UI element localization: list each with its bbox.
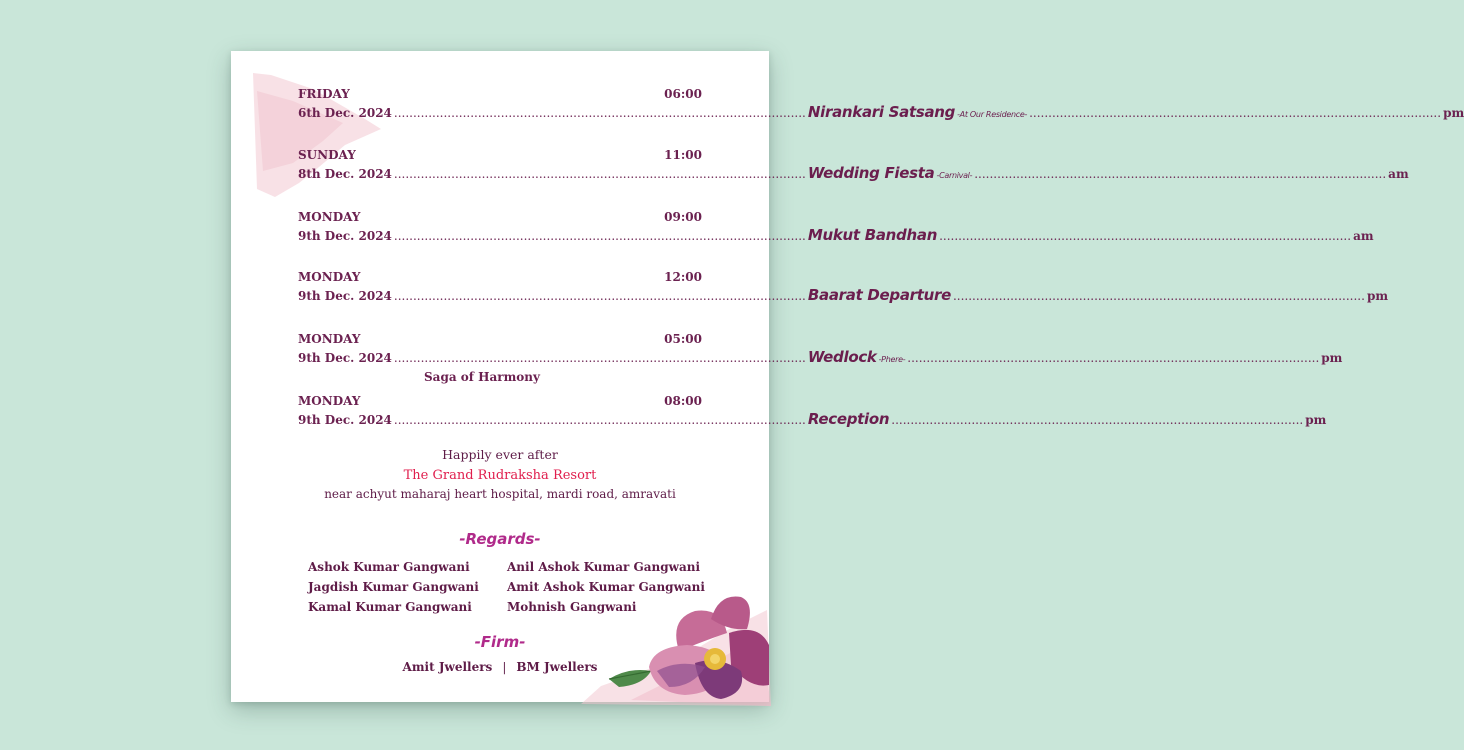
- dot-leader: ............................................................................................................: [1029, 106, 1442, 120]
- event-ampm: pm: [1366, 289, 1389, 303]
- regards-name: Amit Ashok Kumar Gangwani: [507, 580, 705, 594]
- dot-leader: ............................................................................................................: [952, 289, 1365, 303]
- event-row: [298, 270, 1389, 304]
- event-day: MONDAY: [298, 270, 361, 284]
- dot-leader: ............................................................................................................: [393, 167, 806, 181]
- event-row: [298, 148, 1409, 182]
- event-date: 8th Dec. 2024: [298, 167, 392, 181]
- tagline: Saga of Harmony: [424, 370, 540, 384]
- firm-name: Amit Jwellers: [402, 660, 493, 674]
- event-row: [298, 394, 1327, 428]
- event-date: 9th Dec. 2024: [298, 351, 392, 365]
- event-day: SUNDAY: [298, 148, 356, 162]
- dot-leader: ............................................................................................................: [393, 229, 806, 243]
- firm-names: [231, 660, 769, 674]
- event-name: Reception: [807, 410, 890, 428]
- invitation-card: [231, 51, 1464, 702]
- dot-leader: ............................................................................................................: [891, 413, 1304, 427]
- event-name: Mukut Bandhan: [807, 226, 938, 244]
- event-ampm: pm: [1305, 413, 1327, 427]
- event-name: Baarat Departure: [807, 286, 951, 304]
- regards-name: Mohnish Gangwani: [507, 600, 637, 614]
- dot-leader: ............................................................................................................: [393, 351, 806, 365]
- regards-list-right: [507, 559, 705, 619]
- event-time: 09:00: [664, 210, 702, 224]
- event-date: 9th Dec. 2024: [298, 289, 392, 303]
- event-date: 9th Dec. 2024: [298, 413, 392, 427]
- happily-text: Happily ever after: [442, 447, 558, 462]
- dot-leader: ............................................................................................................: [393, 413, 806, 427]
- event-date: 9th Dec. 2024: [298, 229, 392, 243]
- firm-name: BM Jwellers: [516, 660, 598, 674]
- firm-separator: |: [502, 660, 507, 674]
- event-time: 05:00: [664, 332, 702, 346]
- dot-leader: ............................................................................................................: [907, 351, 1320, 365]
- event-ampm: am: [1388, 167, 1409, 181]
- event-day: MONDAY: [298, 394, 361, 408]
- event-row: [298, 87, 1464, 121]
- event-day: MONDAY: [298, 332, 361, 346]
- regards-heading: -Regards-: [459, 530, 541, 548]
- dot-leader: ............................................................................................................: [939, 229, 1352, 243]
- event-time: 11:00: [664, 148, 702, 162]
- event-name: Nirankari Satsang -At Our Residence-: [807, 103, 1028, 121]
- regards-name: Ashok Kumar Gangwani: [308, 560, 470, 574]
- event-subtitle: -Phere-: [878, 355, 906, 364]
- event-ampm: am: [1353, 229, 1374, 243]
- regards-name: Jagdish Kumar Gangwani: [308, 580, 479, 594]
- event-day: MONDAY: [298, 210, 361, 224]
- venue-address: near achyut maharaj heart hospital, mardi road, amravati: [324, 487, 676, 501]
- dot-leader: ............................................................................................................: [393, 289, 806, 303]
- event-time: 08:00: [664, 394, 702, 408]
- dot-leader: ............................................................................................................: [393, 106, 806, 120]
- event-row: [298, 332, 1343, 366]
- event-ampm: pm: [1443, 106, 1464, 120]
- event-name: Wedlock -Phere-: [807, 348, 906, 366]
- event-day: FRIDAY: [298, 87, 350, 101]
- event-time: 06:00: [664, 87, 702, 101]
- regards-name: Anil Ashok Kumar Gangwani: [507, 560, 701, 574]
- event-ampm: pm: [1321, 351, 1343, 365]
- event-name: Wedding Fiesta -Carnival-: [807, 164, 973, 182]
- event-row: [298, 210, 1374, 244]
- event-subtitle: -Carnival-: [936, 171, 973, 180]
- event-date: 6th Dec. 2024: [298, 106, 392, 120]
- event-time: 12:00: [664, 270, 702, 284]
- regards-list-left: [308, 559, 479, 619]
- firm-heading: -Firm-: [474, 633, 526, 651]
- event-subtitle: -At Our Residence-: [957, 110, 1028, 119]
- regards-name: Kamal Kumar Gangwani: [308, 600, 472, 614]
- dot-leader: ............................................................................................................: [974, 167, 1387, 181]
- venue-name: The Grand Rudraksha Resort: [403, 468, 597, 483]
